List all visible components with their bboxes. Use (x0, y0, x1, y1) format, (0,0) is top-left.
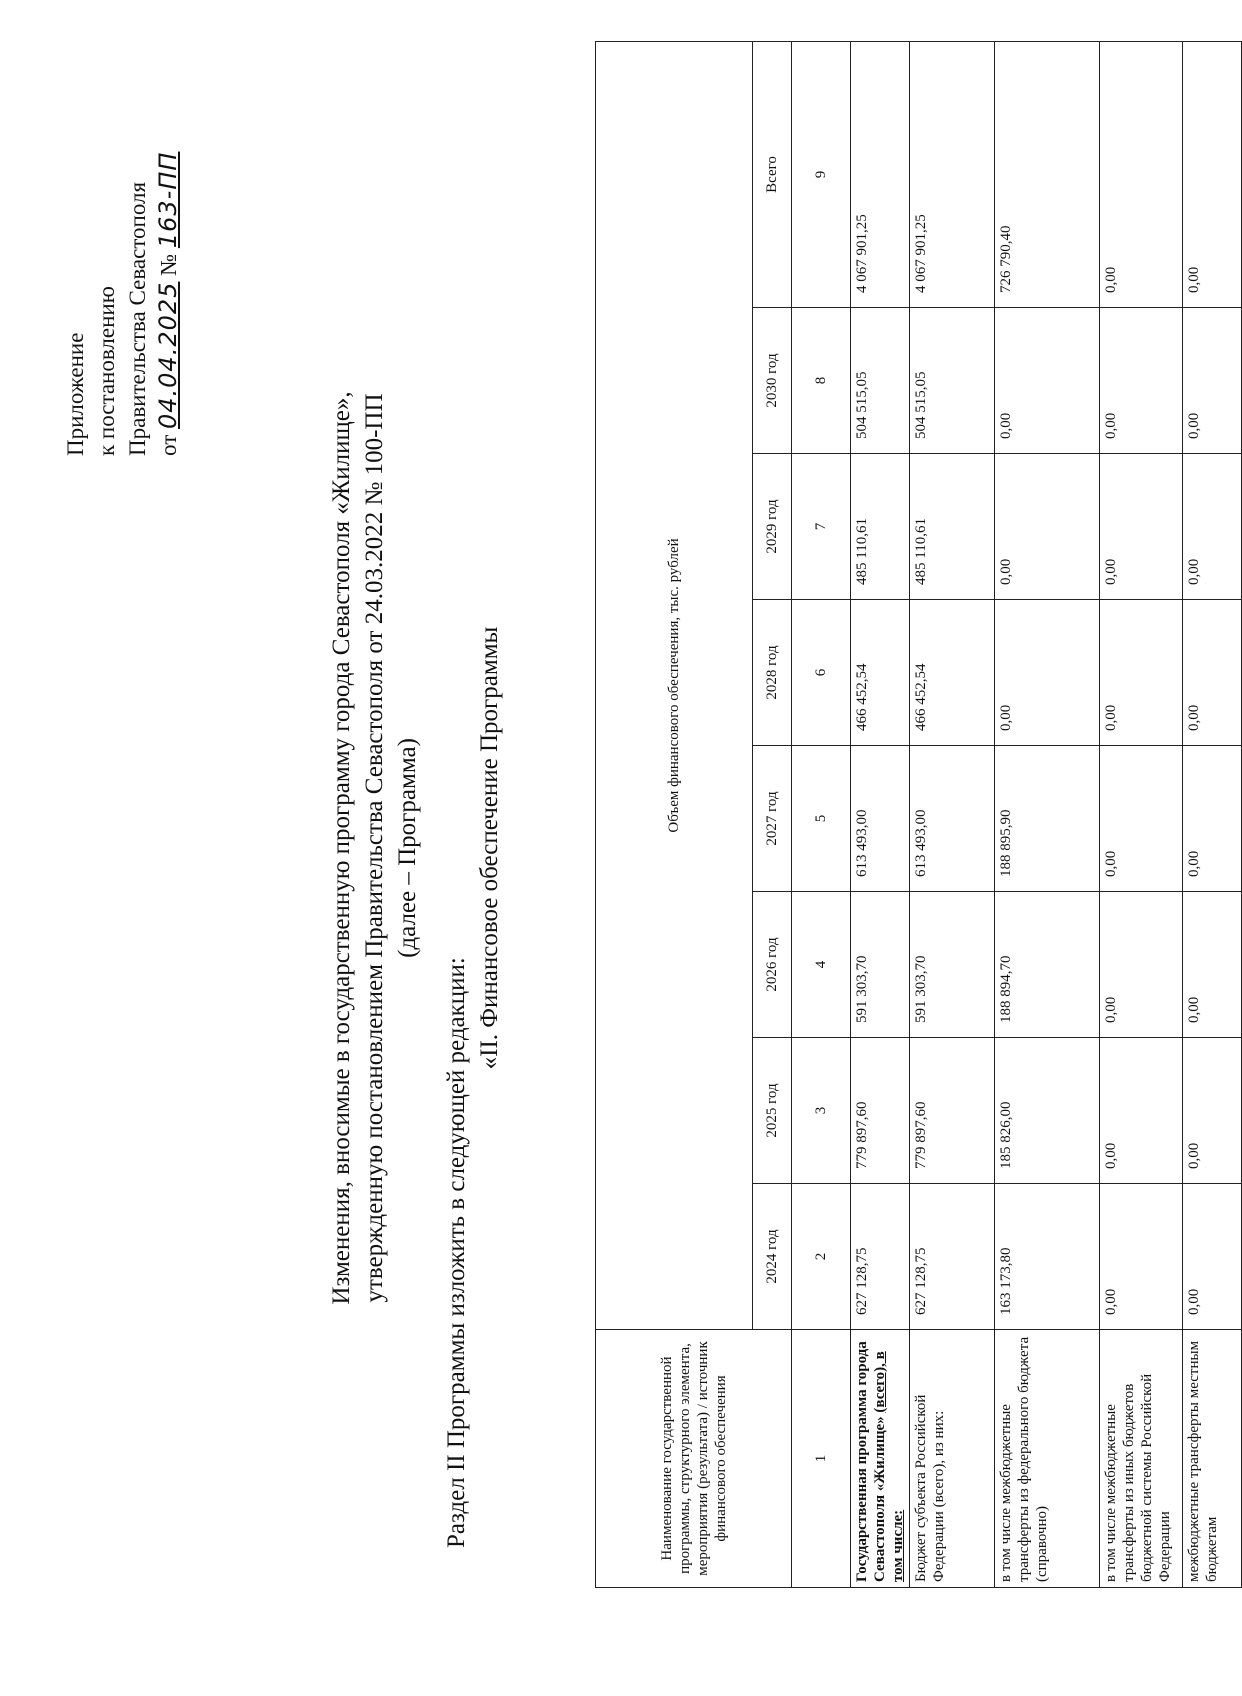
value-cell: 485 110,61 (851, 454, 910, 600)
column-number: 4 (792, 892, 851, 1038)
column-number: 6 (792, 600, 851, 746)
value-cell: 0,00 (1100, 600, 1183, 746)
value-cell: 613 493,00 (910, 746, 995, 892)
row-name: в том числе межбюджетные трансферты из иных бюджетов бюджетной системы Российской Федерации (1100, 1330, 1183, 1588)
value-cell: 466 452,54 (910, 600, 995, 746)
row-name (851, 1330, 910, 1588)
value-cell: 627 128,75 (910, 1184, 995, 1330)
appendix-block (60, 96, 184, 456)
value-cell: 504 515,05 (910, 308, 995, 454)
number-prefix: № (156, 253, 181, 276)
value-cell: 627 128,75 (851, 1184, 910, 1330)
column-number: 8 (792, 308, 851, 454)
year-header: 2030 год (753, 308, 792, 454)
value-cell: 188 895,90 (995, 746, 1100, 892)
total-cell: 4 067 901,25 (910, 41, 995, 307)
value-cell: 466 452,54 (851, 600, 910, 746)
table-row (910, 41, 995, 1587)
title-line-1: Изменения, вносимые в государственную программу города Севастополя «Жилище», (328, 391, 355, 1305)
row-name: межбюджетные трансферты местным бюджетам (1183, 1330, 1242, 1588)
appendix-date-number (153, 96, 184, 456)
handwritten-date: 04.04.2025 (154, 281, 182, 429)
value-cell: 163 173,80 (995, 1184, 1100, 1330)
value-cell: 0,00 (1183, 600, 1242, 746)
name-column-header: Наименование государственной программы, структурного элемента, мероприятия (результата) / источник финансового обеспечения (596, 1330, 792, 1588)
financing-volume-header: Объем финансового обеспечения, тыс. рублей (596, 41, 753, 1329)
title-line-3: (далее – Программа) (394, 738, 421, 958)
value-cell: 779 897,60 (910, 1038, 995, 1184)
column-number: 2 (792, 1184, 851, 1330)
value-cell: 591 303,70 (910, 892, 995, 1038)
appendix-reference: к постановлению (94, 286, 119, 456)
table-row (995, 41, 1100, 1587)
value-cell: 0,00 (1100, 1184, 1183, 1330)
appendix-authority: Правительства Севастополя (125, 181, 150, 456)
value-cell: 0,00 (1183, 308, 1242, 454)
handwritten-number: 163-ПП (154, 151, 182, 249)
value-cell: 0,00 (1183, 1038, 1242, 1184)
table-row (851, 41, 910, 1587)
total-cell: 4 067 901,25 (851, 41, 910, 307)
table-row (1100, 41, 1183, 1587)
financing-table (595, 41, 1242, 1588)
section-intro: Раздел II Программы изложить в следующей редакции: (443, 957, 470, 1548)
value-cell: 0,00 (1100, 1038, 1183, 1184)
appendix-label: Приложение (63, 332, 88, 456)
column-number: 7 (792, 454, 851, 600)
value-cell: 0,00 (1100, 746, 1183, 892)
value-cell: 0,00 (1183, 746, 1242, 892)
value-cell: 0,00 (1183, 892, 1242, 1038)
value-cell: 485 110,61 (910, 454, 995, 600)
value-cell: 504 515,05 (851, 308, 910, 454)
total-cell: 726 790,40 (995, 41, 1100, 307)
table-row (1183, 41, 1242, 1587)
year-header: 2026 год (753, 892, 792, 1038)
value-cell: 779 897,60 (851, 1038, 910, 1184)
value-cell: 0,00 (1100, 308, 1183, 454)
row-name: Бюджет субъекта Российской Федерации (всего), из них: (910, 1330, 995, 1588)
total-cell: 0,00 (1183, 41, 1242, 307)
document-title (325, 0, 424, 1696)
row-name: в том числе межбюджетные трансферты из федерального бюджета (справочно) (995, 1330, 1100, 1588)
value-cell: 185 826,00 (995, 1038, 1100, 1184)
program-name: Государственная программа города Севастополя «Жилище» (854, 1341, 888, 1582)
year-header: 2029 год (753, 454, 792, 600)
column-number: 5 (792, 746, 851, 892)
title-line-2: утвержденную постановлением Правительства Севастополя от 24.03.2022 № 100-ПП (361, 393, 388, 1303)
value-cell: 0,00 (1100, 454, 1183, 600)
value-cell: 0,00 (995, 454, 1100, 600)
year-header: 2025 год (753, 1038, 792, 1184)
year-header: 2024 год (753, 1184, 792, 1330)
section-heading: «II. Финансовое обеспечение Программы (476, 626, 503, 1070)
value-cell: 0,00 (1183, 1184, 1242, 1330)
date-prefix: от (156, 434, 181, 456)
value-cell: 613 493,00 (851, 746, 910, 892)
year-header: 2027 год (753, 746, 792, 892)
value-cell: 0,00 (1183, 454, 1242, 600)
value-cell: 0,00 (995, 600, 1100, 746)
column-number: 3 (792, 1038, 851, 1184)
column-number: 9 (792, 41, 851, 307)
value-cell: 0,00 (1100, 892, 1183, 1038)
year-header: 2028 год (753, 600, 792, 746)
value-cell: 591 303,70 (851, 892, 910, 1038)
value-cell: 188 894,70 (995, 892, 1100, 1038)
program-name-suffix: (всего), в том числе: (872, 1351, 906, 1582)
value-cell: 0,00 (995, 308, 1100, 454)
total-header: Всего (753, 41, 792, 307)
column-number: 1 (792, 1330, 851, 1588)
total-cell: 0,00 (1100, 41, 1183, 307)
